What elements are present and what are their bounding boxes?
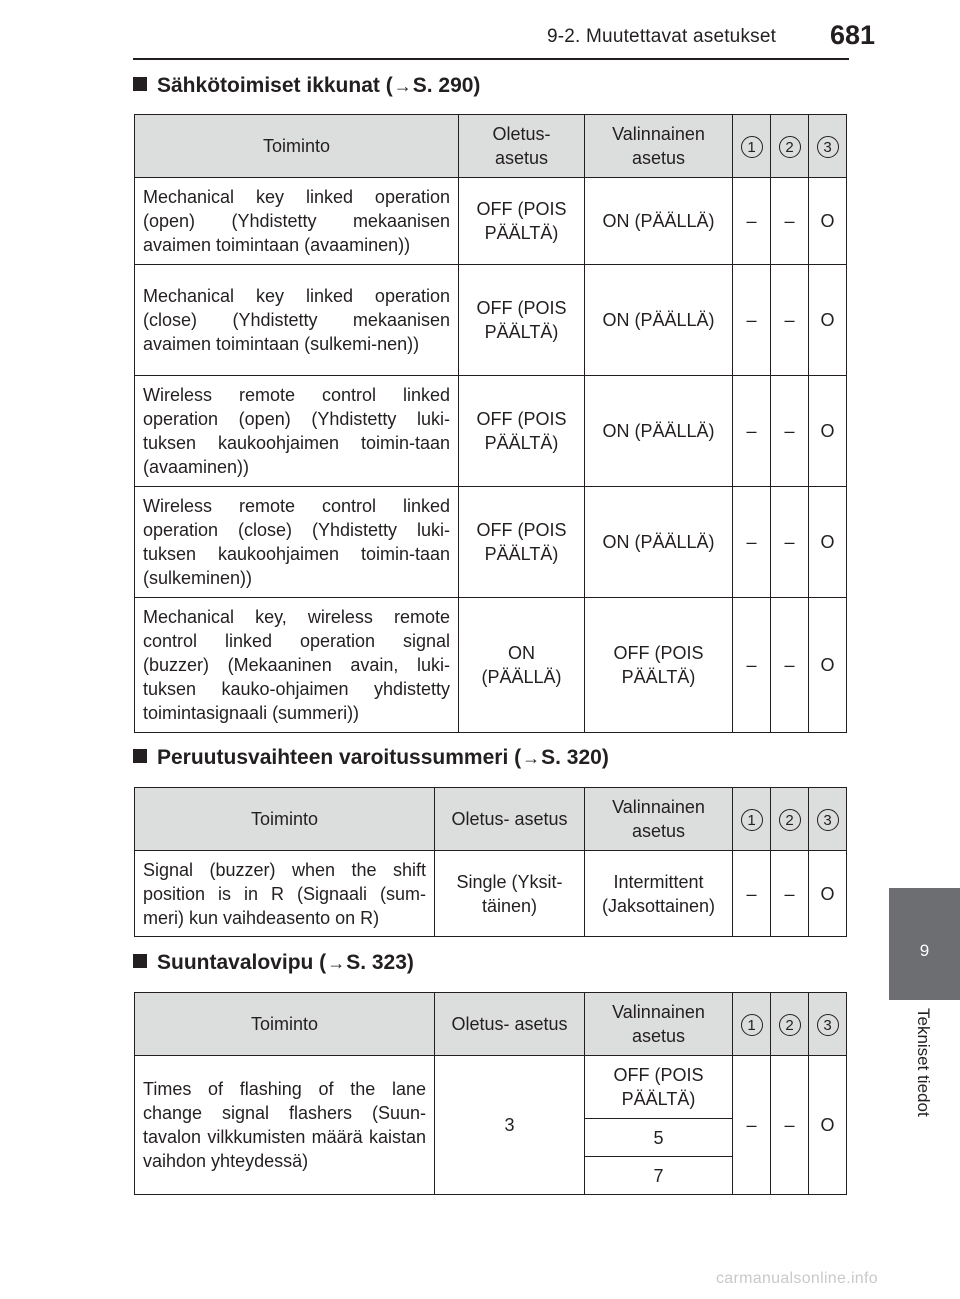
cell-col-3: O <box>809 265 847 376</box>
table-row <box>135 265 847 376</box>
square-bullet-icon <box>133 749 147 763</box>
heading-text: Suuntavalovipu ( <box>157 951 327 974</box>
cell-default: OFF (POIS PÄÄLTÄ) <box>459 265 585 376</box>
arrow-icon: → <box>327 953 346 973</box>
heading-ref: S. 323) <box>346 951 414 974</box>
settings-table-turn-signal-lever <box>134 992 847 1195</box>
cell-col-3: O <box>809 178 847 265</box>
cell-col-2: – <box>771 376 809 487</box>
arrow-icon: → <box>522 748 541 768</box>
cell-col-3: O <box>809 1056 847 1195</box>
cell-default: Single (Yksit-täinen) <box>435 851 585 937</box>
table-row <box>135 598 847 733</box>
header-default: Oletus- asetus <box>435 993 585 1056</box>
cell-default: OFF (POIS PÄÄLTÄ) <box>459 487 585 598</box>
cell-optional: ON (PÄÄLLÄ) <box>585 178 733 265</box>
header-optional: Valinnainen asetus <box>585 115 733 178</box>
header-rule <box>133 58 849 60</box>
arrow-icon: → <box>393 76 412 96</box>
header-optional: Valinnainen asetus <box>585 993 733 1056</box>
cell-col-2: – <box>771 487 809 598</box>
header-optional: Valinnainen asetus <box>585 788 733 851</box>
cell-col-2: – <box>771 598 809 733</box>
cell-default: ON (PÄÄLLÄ) <box>459 598 585 733</box>
cell-col-1: – <box>733 376 771 487</box>
circled-number-2: 2 <box>779 1014 801 1036</box>
header-function: Toiminto <box>135 993 435 1056</box>
cell-optional: 7 <box>585 1157 733 1195</box>
cell-col-3: O <box>809 598 847 733</box>
chapter-label: Tekniset tiedot <box>914 1008 933 1117</box>
cell-default: OFF (POIS PÄÄLTÄ) <box>459 178 585 265</box>
cell-optional: Intermittent (Jaksottainen) <box>585 851 733 937</box>
cell-col-3: O <box>809 851 847 937</box>
cell-optional: ON (PÄÄLLÄ) <box>585 376 733 487</box>
table-header-row <box>135 115 847 178</box>
cell-optional: ON (PÄÄLLÄ) <box>585 487 733 598</box>
table-row <box>135 376 847 487</box>
cell-col-2: – <box>771 851 809 937</box>
page-header <box>0 0 960 60</box>
cell-optional: OFF (POIS PÄÄLTÄ) <box>585 598 733 733</box>
chapter-number: 9 <box>919 941 930 960</box>
header-col-3 <box>809 115 847 178</box>
cell-function: Signal (buzzer) when the shift position is in R (Signaali (sum-meri) kun vaihdeasento on R) <box>135 851 435 937</box>
heading-ref: S. 320) <box>541 746 609 769</box>
cell-col-1: – <box>733 487 771 598</box>
cell-col-2: – <box>771 265 809 376</box>
heading-ref: S. 290) <box>412 74 481 97</box>
square-bullet-icon <box>133 77 147 91</box>
section-heading-turn-signal-lever <box>133 951 414 975</box>
circled-number-1: 1 <box>741 136 763 158</box>
header-function: Toiminto <box>135 788 435 851</box>
cell-function: Mechanical key linked operation (open) (Yhdistetty mekaanisen avaimen toimintaan (avaaminen)) <box>135 178 459 265</box>
table-row <box>135 1056 847 1119</box>
circled-number-1: 1 <box>741 809 763 831</box>
section-title: 9-2. Muutettavat asetukset <box>547 26 777 47</box>
table-row <box>135 178 847 265</box>
header-default: Oletus- asetus <box>459 115 585 178</box>
header-col-2 <box>771 788 809 851</box>
circled-number-3: 3 <box>817 809 839 831</box>
watermark: carmanualsonline.info <box>716 1270 878 1287</box>
header-col-3 <box>809 788 847 851</box>
page-number: 681 <box>830 20 876 50</box>
header-col-2 <box>771 993 809 1056</box>
table-row <box>135 851 847 937</box>
settings-table-reverse-buzzer <box>134 787 847 937</box>
table-header-row <box>135 993 847 1056</box>
table-header-row <box>135 788 847 851</box>
cell-col-1: – <box>733 265 771 376</box>
cell-function: Wireless remote control linked operation (close) (Yhdistetty luki-tuksen kaukoohjaimen toimin-taan (sulkeminen)) <box>135 487 459 598</box>
header-col-2 <box>771 115 809 178</box>
settings-table-power-windows <box>134 114 847 733</box>
section-heading-reverse-buzzer <box>133 746 609 770</box>
cell-optional: OFF (POIS PÄÄLTÄ) <box>585 1056 733 1119</box>
heading-text: Peruutusvaihteen varoitussummeri ( <box>157 746 522 769</box>
table-row <box>135 487 847 598</box>
cell-default: 3 <box>435 1056 585 1195</box>
circled-number-3: 3 <box>817 136 839 158</box>
cell-function: Times of flashing of the lane change signal flashers (Suun-tavalon vilkkumisten määrä kaistan vaihdon yhteydessä) <box>135 1056 435 1195</box>
cell-col-1: – <box>733 178 771 265</box>
cell-col-1: – <box>733 1056 771 1195</box>
cell-col-1: – <box>733 598 771 733</box>
cell-col-3: O <box>809 487 847 598</box>
cell-function: Mechanical key, wireless remote control linked operation signal (buzzer) (Mekaaninen avain, luki-tuksen kauko-ohjaimen yhdistetty toimintasignaali (summeri)) <box>135 598 459 733</box>
cell-function: Mechanical key linked operation (close) (Yhdistetty mekaanisen avaimen toimintaan (sulkemi-nen)) <box>135 265 459 376</box>
header-default: Oletus- asetus <box>435 788 585 851</box>
circled-number-1: 1 <box>741 1014 763 1036</box>
circled-number-2: 2 <box>779 809 801 831</box>
header-col-1 <box>733 115 771 178</box>
chapter-tab <box>889 888 960 1000</box>
circled-number-3: 3 <box>817 1014 839 1036</box>
cell-col-2: – <box>771 178 809 265</box>
header-col-1 <box>733 788 771 851</box>
cell-function: Wireless remote control linked operation (open) (Yhdistetty luki-tuksen kaukoohjaimen toimin-taan (avaaminen)) <box>135 376 459 487</box>
section-heading-power-windows <box>133 74 480 98</box>
header-col-1 <box>733 993 771 1056</box>
cell-col-3: O <box>809 376 847 487</box>
cell-optional: ON (PÄÄLLÄ) <box>585 265 733 376</box>
cell-col-1: – <box>733 851 771 937</box>
cell-col-2: – <box>771 1056 809 1195</box>
cell-optional: 5 <box>585 1119 733 1157</box>
circled-number-2: 2 <box>779 136 801 158</box>
square-bullet-icon <box>133 954 147 968</box>
cell-default: OFF (POIS PÄÄLTÄ) <box>459 376 585 487</box>
heading-text: Sähkötoimiset ikkunat ( <box>157 74 393 97</box>
header-col-3 <box>809 993 847 1056</box>
header-function: Toiminto <box>135 115 459 178</box>
